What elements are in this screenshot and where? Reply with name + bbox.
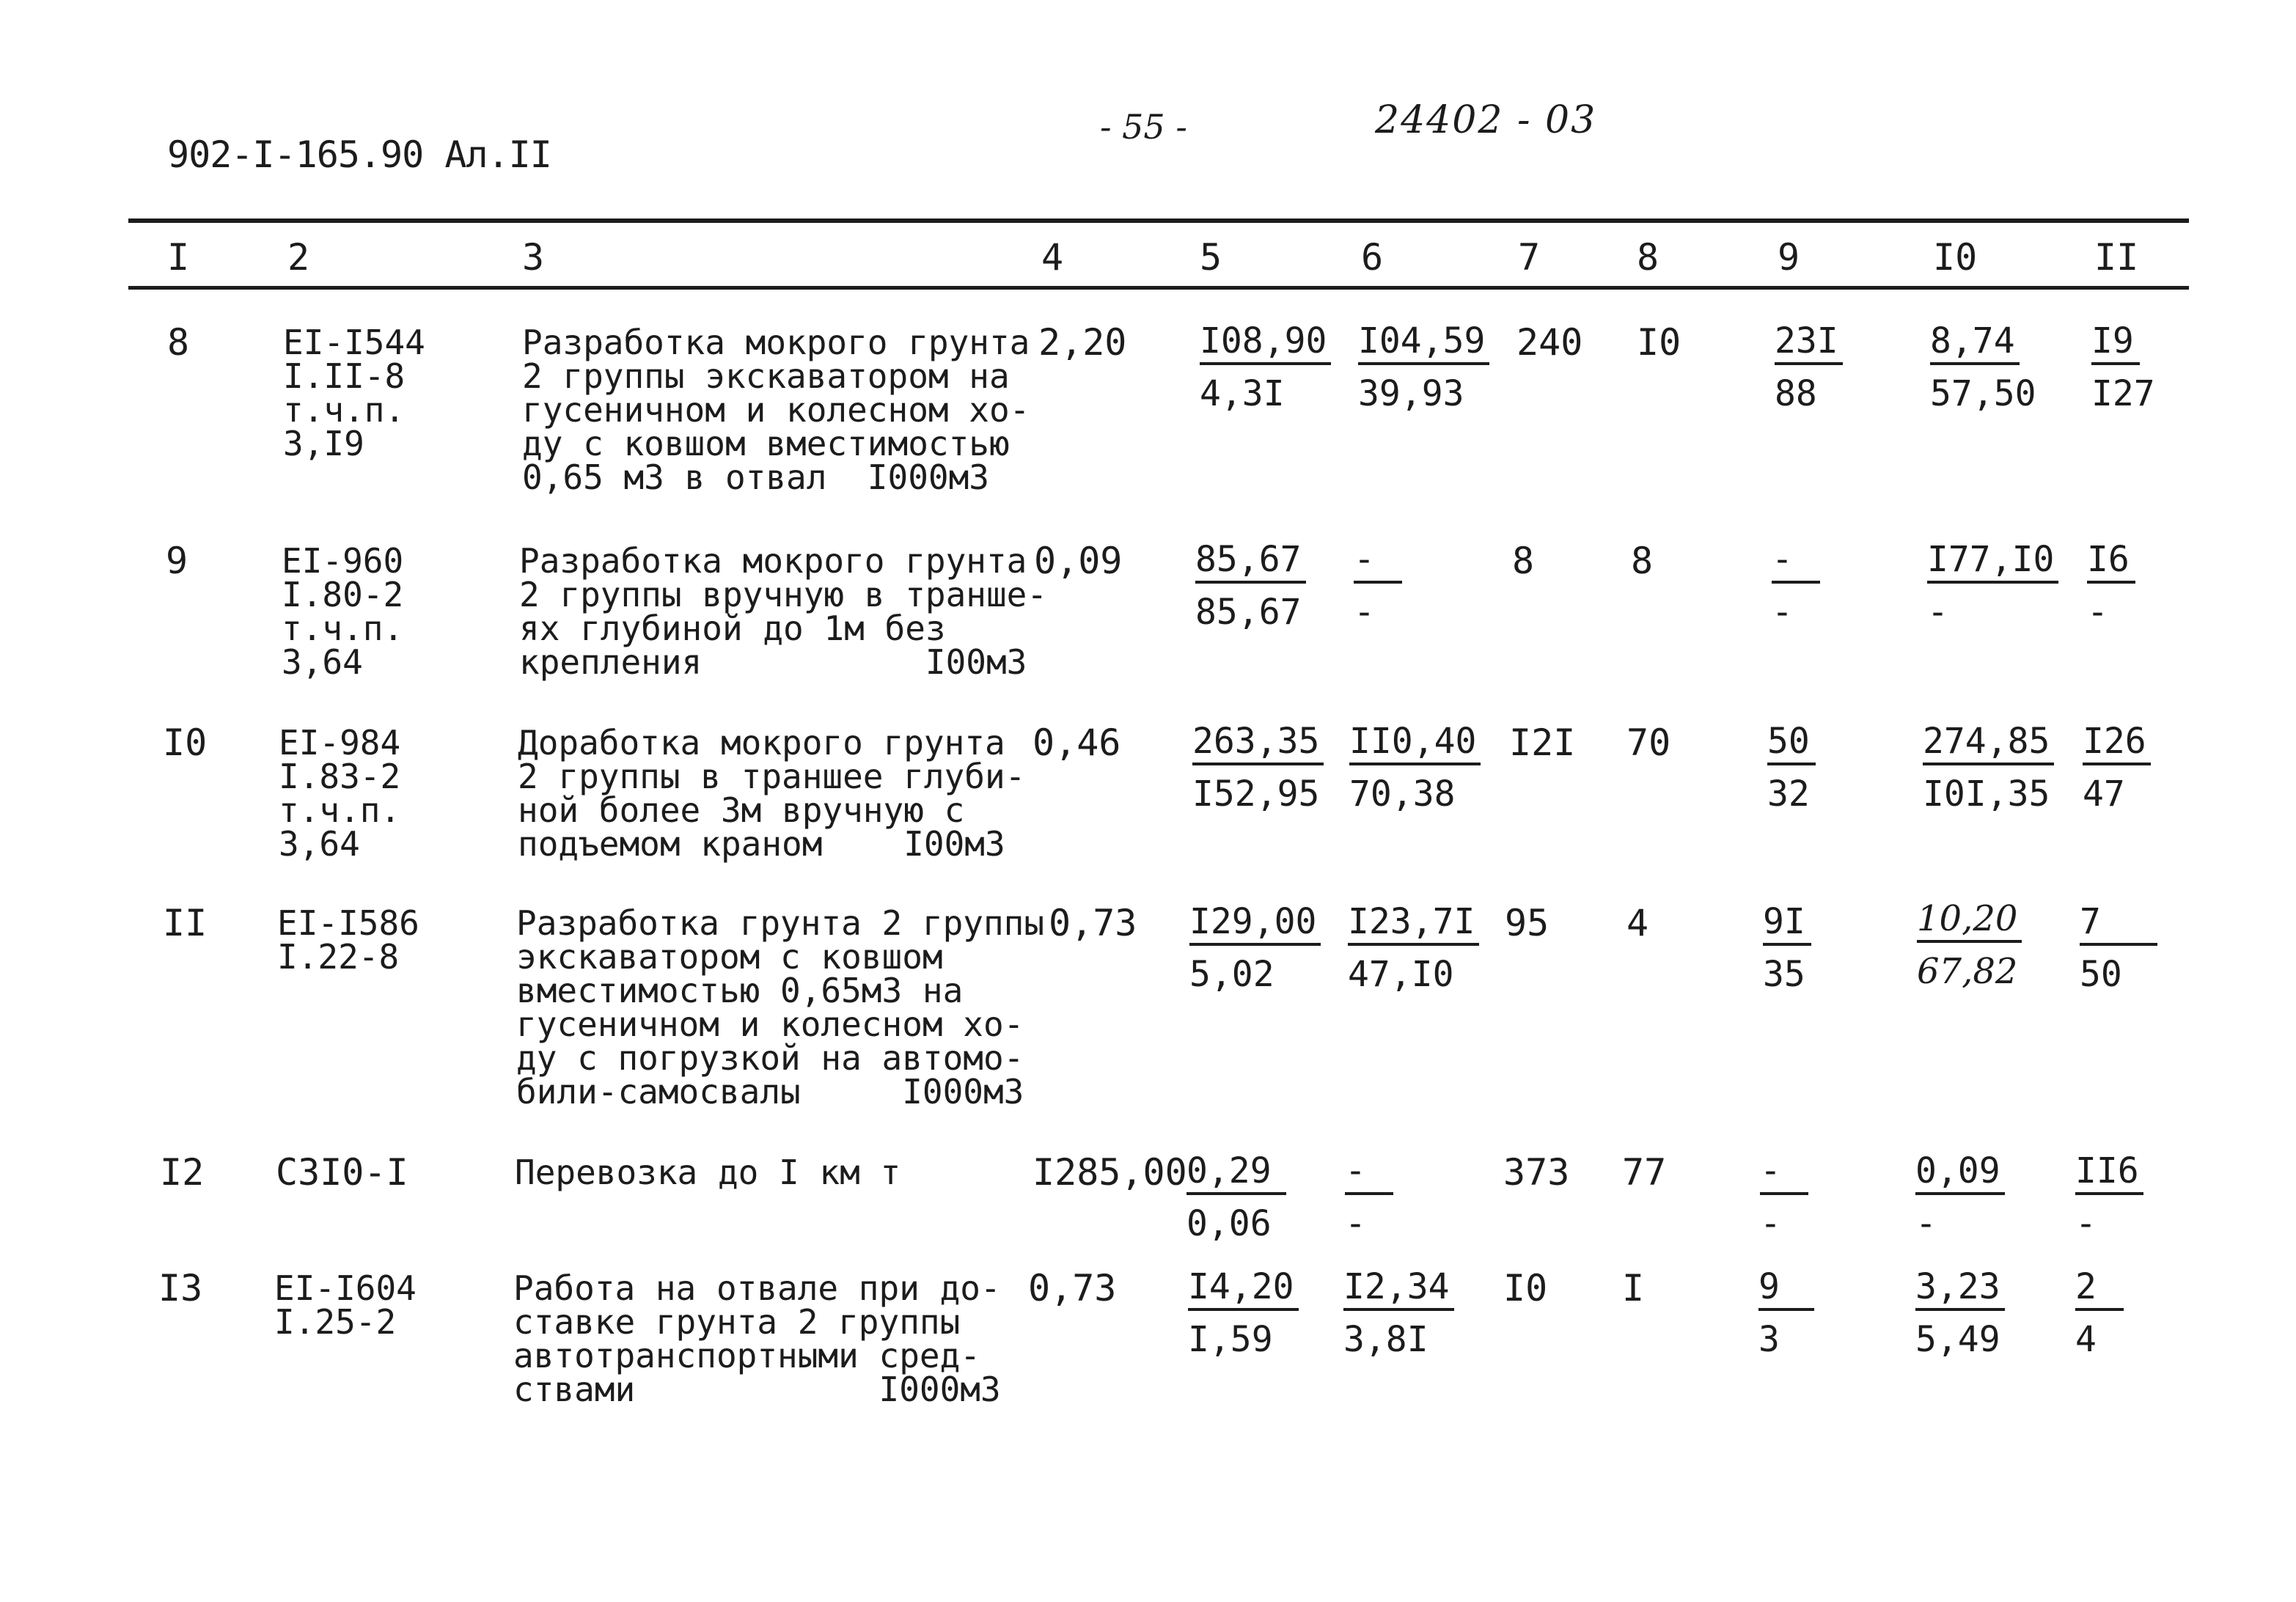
archive-number: 24402 - 03 bbox=[1375, 98, 1597, 142]
value-col7: 240 bbox=[1516, 321, 1583, 364]
cost-fraction-5 bbox=[1188, 1268, 1299, 1358]
fraction-top: 50 bbox=[1767, 723, 1816, 765]
quantity: 2,20 bbox=[1038, 321, 1127, 364]
row-number: I3 bbox=[158, 1267, 203, 1309]
code-line: EI-960 bbox=[282, 541, 404, 581]
quantity: 0,73 bbox=[1049, 902, 1137, 944]
fraction-top: II6 bbox=[2075, 1153, 2143, 1195]
quantity: I285,00 bbox=[1033, 1151, 1187, 1194]
code-line: 3,64 bbox=[279, 824, 360, 864]
description-line: Разработка грунта 2 группы bbox=[516, 903, 1045, 943]
fraction-bottom: 3 bbox=[1758, 1319, 1780, 1360]
fraction-bottom: 57,50 bbox=[1930, 373, 2036, 414]
quantity: 0,73 bbox=[1028, 1267, 1117, 1309]
page-number: - 55 - bbox=[1100, 107, 1187, 147]
fraction-bottom: 47 bbox=[2083, 774, 2125, 815]
value-col7: I0 bbox=[1503, 1267, 1548, 1309]
quantity: 0,09 bbox=[1034, 540, 1123, 582]
row-number: I0 bbox=[163, 721, 208, 764]
cost-fraction-6 bbox=[1354, 541, 1402, 631]
cost-fraction-11 bbox=[2087, 541, 2135, 631]
value-col8: 4 bbox=[1626, 902, 1649, 944]
fraction-top: 0,09 bbox=[1915, 1153, 2005, 1195]
column-header: 6 bbox=[1361, 236, 1384, 279]
fraction-top: 85,67 bbox=[1195, 541, 1306, 584]
fraction-bottom: I27 bbox=[2091, 373, 2155, 414]
cost-fraction-11 bbox=[2091, 320, 2155, 414]
code-line: I.25-2 bbox=[274, 1302, 397, 1342]
cost-fraction-9 bbox=[1758, 1268, 1814, 1358]
fraction-top: I4,20 bbox=[1188, 1268, 1299, 1311]
value-col7: I2I bbox=[1509, 721, 1576, 764]
description-line: Доработка мокрого грунта bbox=[518, 723, 1005, 763]
fraction-top: I9 bbox=[2091, 323, 2140, 365]
column-header: 3 bbox=[522, 236, 545, 279]
code-line: т.ч.п. bbox=[282, 609, 404, 648]
fraction-bottom: 4,3I bbox=[1200, 373, 1285, 414]
document-code: 902-I-165.90 Ал.II bbox=[167, 133, 551, 176]
cost-fraction-10 bbox=[1915, 1150, 2005, 1244]
fraction-top: I6 bbox=[2087, 541, 2135, 584]
cost-fraction-6 bbox=[1345, 1150, 1393, 1244]
row-number: 9 bbox=[166, 540, 188, 582]
cost-fraction-6 bbox=[1343, 1268, 1454, 1358]
fraction-bottom: 47,I0 bbox=[1348, 954, 1454, 995]
row-number: I2 bbox=[160, 1151, 205, 1194]
description-line: 0,65 м3 в отвал I000м3 bbox=[522, 458, 989, 497]
fraction-top: 2 bbox=[2075, 1268, 2124, 1311]
cost-fraction-9 bbox=[1760, 1150, 1808, 1244]
cost-fraction-5 bbox=[1189, 903, 1321, 993]
column-header: 8 bbox=[1637, 236, 1659, 279]
value-col8: I0 bbox=[1637, 321, 1681, 364]
fraction-top: 263,35 bbox=[1192, 723, 1324, 765]
fraction-top: 9I bbox=[1763, 903, 1811, 946]
description-line: подъемом краном I00м3 bbox=[518, 824, 1005, 864]
fraction-top: I04,59 bbox=[1358, 323, 1489, 365]
value-col7: 8 bbox=[1512, 540, 1535, 582]
cost-fraction-6 bbox=[1358, 320, 1489, 414]
fraction-bottom: 3,8I bbox=[1343, 1319, 1428, 1360]
code-line: 3,I9 bbox=[283, 424, 364, 463]
fraction-top: I2,34 bbox=[1343, 1268, 1454, 1311]
cost-fraction-11 bbox=[2083, 721, 2151, 815]
value-col7: 373 bbox=[1503, 1151, 1570, 1194]
fraction-bottom: - bbox=[1354, 592, 1375, 633]
description-line: 2 группы вручную в транше- bbox=[519, 575, 1048, 614]
code-line: EI-I604 bbox=[274, 1268, 417, 1308]
cost-fraction-6 bbox=[1348, 903, 1479, 993]
code-line: I.83-2 bbox=[279, 757, 401, 796]
cost-fraction-11 bbox=[2080, 903, 2157, 993]
column-header: I bbox=[167, 236, 190, 279]
fraction-bottom: 32 bbox=[1767, 774, 1810, 815]
description-line: ду с ковшом вместимостью bbox=[522, 424, 1010, 463]
fraction-bottom: 67,82 bbox=[1917, 951, 2018, 992]
cost-fraction-11 bbox=[2075, 1150, 2143, 1244]
fraction-top: I26 bbox=[2083, 723, 2151, 765]
description-line: экскаватором с ковшом bbox=[516, 937, 943, 977]
fraction-bottom: 50 bbox=[2080, 954, 2122, 995]
value-col8: 70 bbox=[1626, 721, 1671, 764]
code-line: I.80-2 bbox=[282, 575, 404, 614]
description-line: автотранспортными сред- bbox=[513, 1336, 980, 1375]
code-line: т.ч.п. bbox=[283, 390, 406, 430]
fraction-top: 7 bbox=[2080, 903, 2157, 946]
fraction-bottom: 88 bbox=[1775, 373, 1817, 414]
fraction-top: II0,40 bbox=[1349, 723, 1481, 765]
description-line: ствами I000м3 bbox=[513, 1370, 1001, 1409]
fraction-top: 0,29 bbox=[1186, 1153, 1286, 1195]
fraction-top: - bbox=[1354, 541, 1402, 584]
value-col8: I bbox=[1622, 1267, 1645, 1309]
description-line: Разработка мокрого грунта bbox=[519, 541, 1027, 581]
description-line: ной более 3м вручную с bbox=[518, 790, 965, 830]
fraction-bottom: 5,49 bbox=[1915, 1319, 2000, 1360]
code-line: I.II-8 bbox=[283, 356, 406, 396]
column-header: 5 bbox=[1200, 236, 1222, 279]
value-col7: 95 bbox=[1505, 902, 1549, 944]
table-header-rule bbox=[128, 286, 2189, 290]
fraction-top: - bbox=[1345, 1153, 1393, 1195]
fraction-bottom: - bbox=[2087, 592, 2108, 633]
fraction-bottom: - bbox=[1927, 592, 1948, 633]
fraction-top: I29,00 bbox=[1189, 903, 1321, 946]
fraction-bottom: I,59 bbox=[1188, 1319, 1273, 1360]
fraction-top: 8,74 bbox=[1930, 323, 2020, 365]
fraction-bottom: I0I,35 bbox=[1923, 774, 2050, 815]
column-header: 2 bbox=[287, 236, 310, 279]
fraction-top: I77,I0 bbox=[1927, 541, 2058, 584]
cost-fraction-5 bbox=[1192, 721, 1324, 815]
cost-fraction-10 bbox=[1917, 900, 2022, 990]
description-line: гусеничном и колесном хо- bbox=[516, 1004, 1024, 1044]
fraction-top: 3,23 bbox=[1915, 1268, 2005, 1311]
code-line: I.22-8 bbox=[277, 937, 400, 977]
cost-fraction-6 bbox=[1349, 721, 1481, 815]
fraction-bottom: 70,38 bbox=[1349, 774, 1456, 815]
fraction-top: I08,90 bbox=[1200, 323, 1331, 365]
fraction-top: - bbox=[1772, 541, 1820, 584]
cost-fraction-9 bbox=[1772, 541, 1820, 631]
column-header: 4 bbox=[1041, 236, 1064, 279]
description-line: Перевозка до I км т bbox=[515, 1153, 901, 1192]
cost-fraction-11 bbox=[2075, 1268, 2124, 1358]
fraction-bottom: 4 bbox=[2075, 1319, 2097, 1360]
cost-fraction-9 bbox=[1767, 721, 1816, 815]
column-header: 9 bbox=[1778, 236, 1800, 279]
fraction-top: - bbox=[1760, 1153, 1808, 1195]
row-number: II bbox=[163, 902, 208, 944]
column-header: 7 bbox=[1518, 236, 1541, 279]
cost-fraction-5 bbox=[1200, 320, 1331, 414]
code-line: EI-984 bbox=[279, 723, 401, 763]
code-line: C3I0-I bbox=[276, 1151, 408, 1194]
cost-fraction-10 bbox=[1915, 1268, 2005, 1358]
cost-fraction-5 bbox=[1195, 541, 1306, 631]
fraction-top: 10,20 bbox=[1917, 900, 2022, 943]
code-line: EI-I544 bbox=[283, 323, 425, 362]
code-line: EI-I586 bbox=[277, 903, 419, 943]
value-col8: 8 bbox=[1631, 540, 1654, 582]
fraction-top: I23,7I bbox=[1348, 903, 1479, 946]
fraction-bottom: - bbox=[2075, 1203, 2097, 1244]
description-line: вместимостью 0,65м3 на bbox=[516, 971, 964, 1010]
fraction-bottom: - bbox=[1915, 1203, 1937, 1244]
description-line: ду с погрузкой на автомо- bbox=[516, 1038, 1024, 1078]
description-line: 2 группы в траншее глуби- bbox=[518, 757, 1026, 796]
cost-fraction-5 bbox=[1186, 1150, 1286, 1244]
value-col8: 77 bbox=[1622, 1151, 1667, 1194]
description-line: гусеничном и колесном хо- bbox=[522, 390, 1030, 430]
fraction-bottom: 5,02 bbox=[1189, 954, 1274, 995]
cost-fraction-9 bbox=[1775, 320, 1843, 414]
cost-fraction-9 bbox=[1763, 903, 1811, 993]
cost-fraction-10 bbox=[1923, 721, 2054, 815]
cost-fraction-10 bbox=[1930, 320, 2036, 414]
column-header: II bbox=[2094, 236, 2139, 279]
fraction-bottom: - bbox=[1760, 1203, 1781, 1244]
code-line: 3,64 bbox=[282, 642, 363, 682]
fraction-bottom: 85,67 bbox=[1195, 592, 1302, 633]
description-line: ставке грунта 2 группы bbox=[513, 1302, 961, 1342]
description-line: Разработка мокрого грунта bbox=[522, 323, 1030, 362]
fraction-top: 274,85 bbox=[1923, 723, 2054, 765]
fraction-bottom: - bbox=[1772, 592, 1793, 633]
quantity: 0,46 bbox=[1033, 721, 1121, 764]
description-line: крепления I00м3 bbox=[519, 642, 1027, 682]
column-header: I0 bbox=[1933, 236, 1978, 279]
fraction-bottom: - bbox=[1345, 1203, 1366, 1244]
description-line: били-самосвалы I000м3 bbox=[516, 1072, 1024, 1112]
fraction-bottom: 0,06 bbox=[1186, 1203, 1272, 1244]
row-number: 8 bbox=[167, 321, 190, 364]
fraction-top: 9 bbox=[1758, 1268, 1814, 1311]
description-line: Работа на отвале при до- bbox=[513, 1268, 1001, 1308]
description-line: ях глубиной до 1м без bbox=[519, 609, 946, 648]
table-top-rule bbox=[128, 218, 2189, 223]
cost-fraction-10 bbox=[1927, 541, 2058, 631]
fraction-bottom: 39,93 bbox=[1358, 373, 1464, 414]
fraction-bottom: 35 bbox=[1763, 954, 1805, 995]
fraction-top: 23I bbox=[1775, 323, 1843, 365]
description-line: 2 группы экскаватором на bbox=[522, 356, 1010, 396]
fraction-bottom: I52,95 bbox=[1192, 774, 1320, 815]
code-line: т.ч.п. bbox=[279, 790, 401, 830]
